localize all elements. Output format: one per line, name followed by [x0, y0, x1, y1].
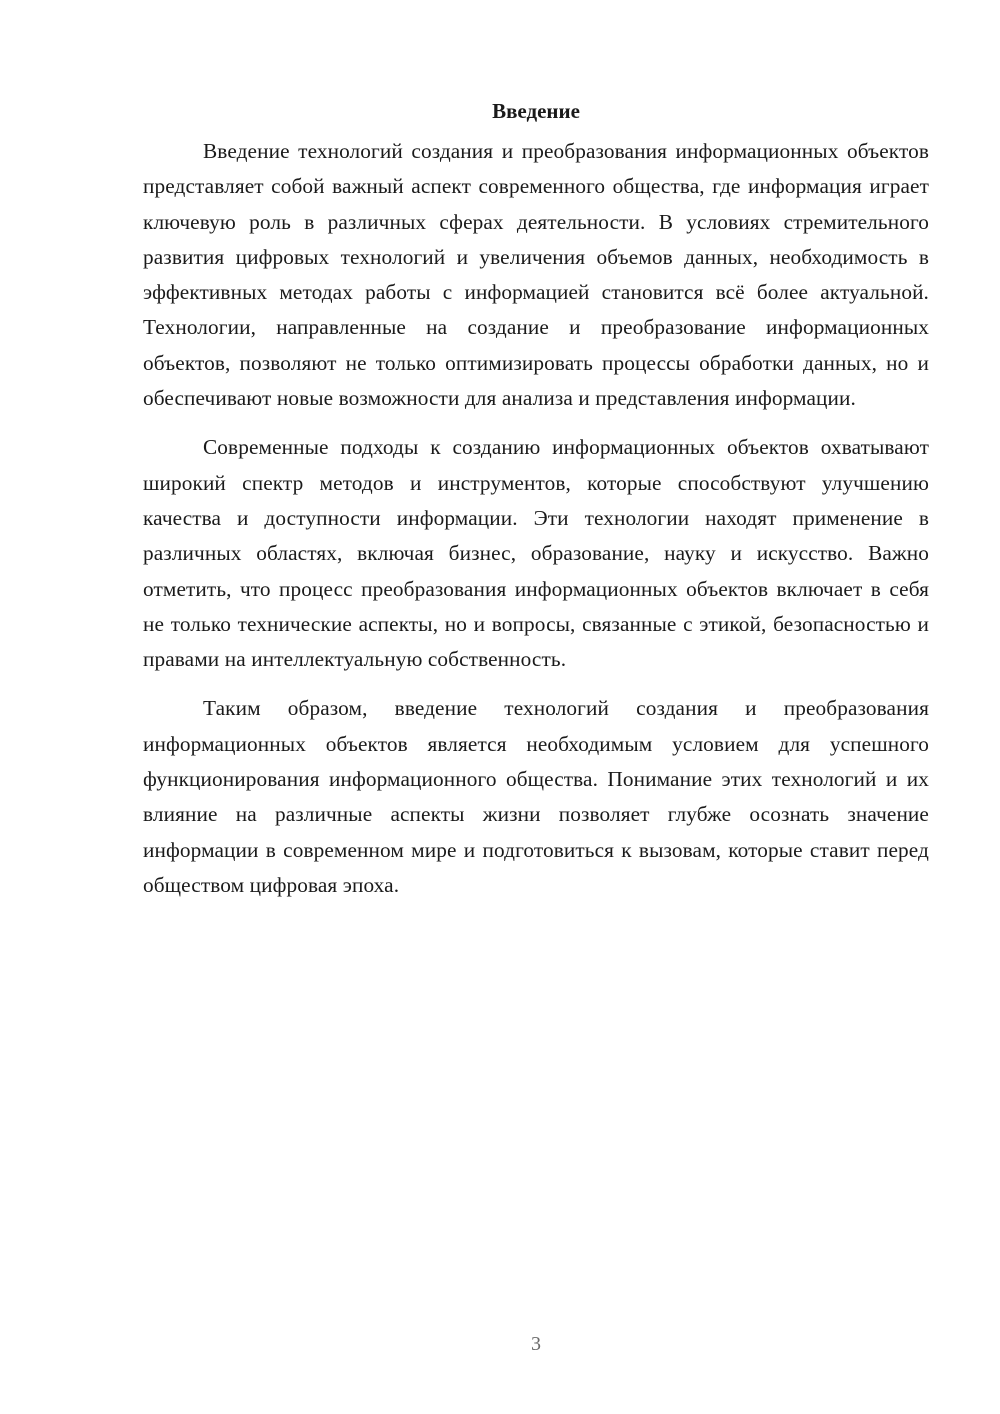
paragraph-2: Современные подходы к созданию информационных объектов охватывают широкий спектр методов и инструментов, которые способствуют улучшению качества и доступности информации. Эти технологии находят применение в различных областях, включая бизнес, образование, науку и искусство. Важно отметить, что процесс преобразования информационных объектов включает в себя не только технические аспекты, но и вопросы, связанные с этикой, безопасностью и правами на интеллектуальную собственность. [143, 435, 929, 672]
page-content [143, 96, 929, 917]
page-title: Введение [492, 99, 580, 123]
paragraph-1: Введение технологий создания и преобразования информационных объектов представляет собой важный аспект современного общества, где информация играет ключевую роль в различных сферах деятельности. В условиях стремительного развития цифровых технологий и увеличения объемов данных, необходимость в эффективных методах работы с информацией становится всё более актуальной. Технологии, направленные на создание и преобразование информационных объектов, позволяют не только оптимизировать процессы обработки данных, но и обеспечивают новые возможности для анализа и представления информации. [143, 139, 929, 411]
paragraph-3: Таким образом, введение технологий создания и преобразования информационных объектов является необходимым условием для успешного функционирования информационного общества. Понимание этих технологий и их влияние на различные аспекты жизни позволяет глубже осознать значение информации в современном мире и подготовиться к вызовам, которые ставит перед обществом цифровая эпоха. [143, 696, 929, 897]
page-number: 3 [531, 1333, 541, 1355]
